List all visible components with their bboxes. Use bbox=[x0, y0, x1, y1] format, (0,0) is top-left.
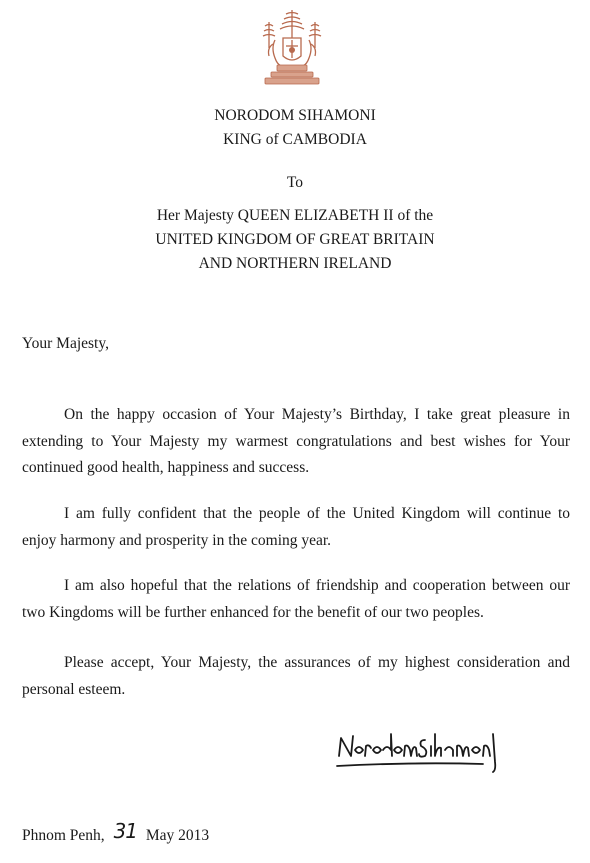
salutation: Your Majesty, bbox=[22, 335, 109, 352]
sender-block bbox=[0, 104, 590, 152]
paragraph-birthday-wishes: On the happy occasion of Your Majesty’s Birthday, I take great pleasure in extending to Your Majesty my warmest congratulations and best wishes for Your continued good health, happiness and success. bbox=[22, 406, 570, 476]
to-label: To bbox=[286, 174, 304, 191]
sender-name: NORODOM SIHAMONI bbox=[214, 107, 376, 124]
to-label-block bbox=[0, 171, 590, 195]
royal-coat-of-arms-icon bbox=[255, 8, 329, 86]
dateline-place: Phnom Penh, bbox=[22, 827, 105, 844]
sender-title: KING of CAMBODIA bbox=[223, 131, 367, 148]
dateline-month-year: May 2013 bbox=[145, 827, 210, 844]
paragraph-friendship: I am also hopeful that the relations of friendship and cooperation between our two Kingdoms will be further enhanced for the benefit of our two peoples. bbox=[22, 577, 570, 621]
recipient-line-2: UNITED KINGDOM OF GREAT BRITAIN bbox=[155, 231, 435, 248]
paragraph-confidence: I am fully confident that the people of the United Kingdom will continue to enjoy harmony and prosperity in the coming year. bbox=[22, 505, 570, 549]
dateline bbox=[22, 821, 209, 848]
paragraph-closing: Please accept, Your Majesty, the assurances of my highest consideration and personal esteem. bbox=[22, 654, 570, 698]
recipient-block bbox=[0, 204, 590, 276]
handwritten-signature bbox=[333, 726, 509, 774]
recipient-line-1: Her Majesty QUEEN ELIZABETH II of the bbox=[156, 207, 434, 224]
recipient-line-3: AND NORTHERN IRELAND bbox=[198, 255, 392, 272]
dateline-day: 31 bbox=[113, 819, 138, 843]
